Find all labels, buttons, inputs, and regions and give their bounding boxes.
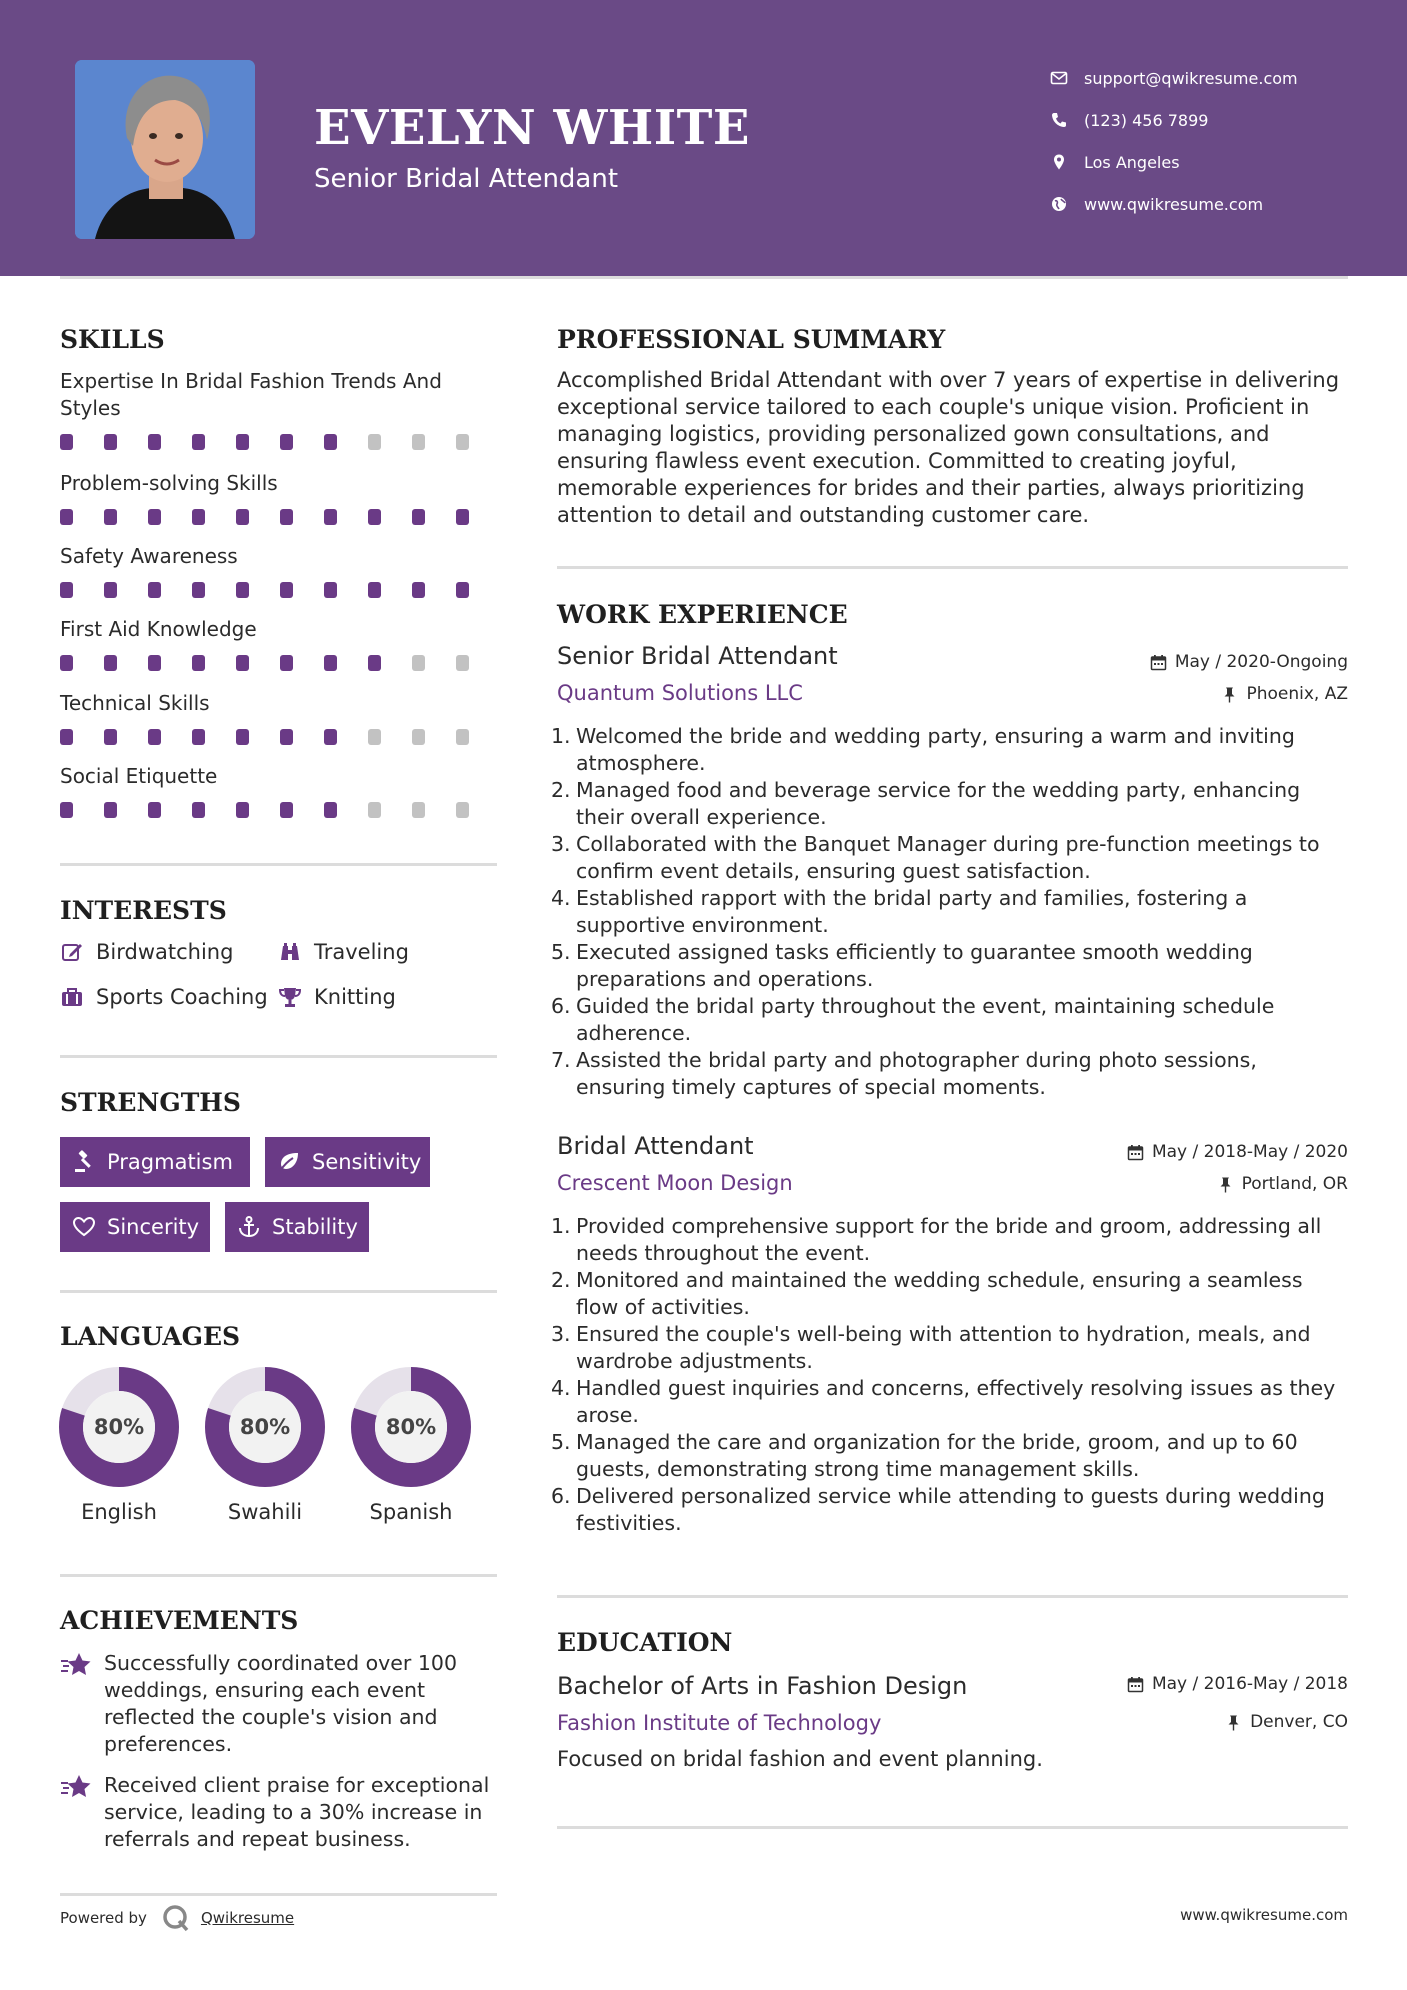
skill-dot-filled bbox=[104, 434, 117, 450]
skill-dot-filled bbox=[280, 802, 293, 818]
list-item: 7. Assisted the bridal party and photographer during photo sessions, ensuring timely captures of special moments. bbox=[551, 1048, 1257, 1099]
skills-heading: SKILLS bbox=[60, 325, 165, 354]
skill-dot-filled bbox=[60, 655, 73, 671]
pushpin-icon bbox=[1221, 686, 1238, 703]
job-dates bbox=[1150, 652, 1348, 672]
list-item: 2. Managed food and beverage service for the wedding party, enhancing their overall experience. bbox=[551, 778, 1301, 829]
skill-dot-filled bbox=[104, 729, 117, 745]
job-responsibilities-list bbox=[551, 1213, 1347, 1537]
section-divider bbox=[60, 1055, 497, 1058]
skill-dot-filled bbox=[148, 509, 161, 525]
strengths-heading: STRENGTHS bbox=[60, 1088, 241, 1117]
language-name: English bbox=[81, 1500, 157, 1524]
location-pin-icon bbox=[1050, 153, 1068, 171]
skill-dot-filled bbox=[60, 509, 73, 525]
skill-dot-empty bbox=[412, 802, 425, 818]
skill-dot-filled bbox=[280, 655, 293, 671]
skill-dot-filled bbox=[60, 729, 73, 745]
skill-dot-filled bbox=[368, 582, 381, 598]
skill-level-dots bbox=[60, 802, 500, 820]
contact-website[interactable] bbox=[1050, 183, 1350, 225]
pushpin-icon bbox=[1217, 1176, 1234, 1193]
section-divider bbox=[557, 566, 1348, 569]
strength-tag bbox=[60, 1202, 210, 1252]
skill-dot-filled bbox=[148, 729, 161, 745]
skill-dot-filled bbox=[412, 509, 425, 525]
skill-dot-empty bbox=[456, 655, 469, 671]
skill-dot-empty bbox=[368, 434, 381, 450]
star-icon bbox=[60, 1650, 92, 1680]
calendar-icon bbox=[1127, 1676, 1144, 1693]
calendar-icon bbox=[1127, 1144, 1144, 1161]
interest-label: Traveling bbox=[314, 940, 409, 964]
list-item: 4. Handled guest inquiries and concerns, effectively resolving issues as they arose. bbox=[551, 1376, 1336, 1427]
job-title: Senior Bridal Attendant bbox=[557, 642, 838, 670]
skill-dot-empty bbox=[412, 729, 425, 745]
job-dates-text: May / 2020-Ongoing bbox=[1174, 652, 1348, 672]
list-item: 4. Established rapport with the bridal party and families, fostering a supportive environment. bbox=[551, 886, 1248, 937]
education-location bbox=[1225, 1712, 1348, 1732]
gavel-icon bbox=[72, 1150, 96, 1174]
job-dates bbox=[1127, 1142, 1348, 1162]
contact-location-text: Los Angeles bbox=[1084, 152, 1180, 172]
skill-dot-filled bbox=[60, 582, 73, 598]
skill-name: Problem-solving Skills bbox=[60, 471, 278, 495]
skill-dot-filled bbox=[60, 434, 73, 450]
strength-label: Stability bbox=[272, 1215, 358, 1239]
interest-label: Knitting bbox=[314, 985, 396, 1009]
job-dates-text: May / 2018-May / 2020 bbox=[1151, 1142, 1348, 1162]
skill-item bbox=[60, 368, 500, 452]
skill-item bbox=[60, 616, 500, 673]
skill-level-dots bbox=[60, 434, 500, 452]
summary-heading: PROFESSIONAL SUMMARY bbox=[557, 325, 946, 354]
skill-dot-filled bbox=[456, 509, 469, 525]
skill-item bbox=[60, 763, 500, 820]
skill-dot-empty bbox=[368, 729, 381, 745]
job-location bbox=[1217, 1174, 1348, 1194]
envelope-icon bbox=[1050, 69, 1068, 87]
education-location-text: Denver, CO bbox=[1250, 1712, 1348, 1732]
strength-tag bbox=[265, 1137, 430, 1187]
company-name: Quantum Solutions LLC bbox=[557, 681, 803, 705]
profile-photo bbox=[75, 60, 255, 239]
anchor-icon bbox=[237, 1215, 261, 1239]
skill-dot-filled bbox=[192, 434, 205, 450]
skill-dot-empty bbox=[412, 655, 425, 671]
contact-location bbox=[1050, 141, 1350, 183]
job-location-text: Phoenix, AZ bbox=[1246, 684, 1348, 704]
achievement-item bbox=[60, 1650, 500, 1758]
interest-item bbox=[60, 940, 233, 964]
skill-item bbox=[60, 470, 500, 527]
contact-list bbox=[1050, 57, 1350, 225]
skill-dot-filled bbox=[324, 582, 337, 598]
edit-icon bbox=[60, 940, 84, 964]
interest-item bbox=[60, 985, 268, 1009]
skill-dot-filled bbox=[148, 582, 161, 598]
skill-dot-filled bbox=[104, 582, 117, 598]
job-location bbox=[1221, 684, 1348, 704]
trophy-icon bbox=[278, 985, 302, 1009]
language-percent: 80% bbox=[93, 1415, 145, 1439]
skill-dot-filled bbox=[192, 729, 205, 745]
leaf-icon bbox=[277, 1150, 301, 1174]
powered-by-label: Powered by bbox=[60, 1909, 147, 1927]
qwikresume-logo-icon bbox=[161, 1903, 191, 1933]
skill-dot-filled bbox=[192, 509, 205, 525]
education-dates bbox=[1127, 1674, 1348, 1694]
candidate-name: EVELYN WHITE bbox=[314, 100, 750, 156]
skill-dot-filled bbox=[324, 434, 337, 450]
skill-dot-filled bbox=[324, 802, 337, 818]
skill-dot-filled bbox=[104, 509, 117, 525]
languages-heading: LANGUAGES bbox=[60, 1322, 241, 1351]
skill-dot-filled bbox=[456, 582, 469, 598]
contact-phone-text: (123) 456 7899 bbox=[1084, 110, 1209, 130]
interest-item bbox=[278, 940, 409, 964]
heart-icon bbox=[72, 1215, 96, 1239]
interests-heading: INTERESTS bbox=[60, 896, 227, 925]
contact-email[interactable] bbox=[1050, 57, 1350, 99]
powered-by bbox=[60, 1903, 294, 1933]
skill-level-dots bbox=[60, 655, 500, 673]
language-percent: 80% bbox=[385, 1415, 437, 1439]
candidate-title: Senior Bridal Attendant bbox=[314, 164, 619, 194]
skill-dot-filled bbox=[192, 582, 205, 598]
footer-website-link[interactable]: www.qwikresume.com bbox=[1180, 1906, 1348, 1924]
skill-dot-filled bbox=[236, 655, 249, 671]
powered-by-brand-link[interactable]: Qwikresume bbox=[200, 1909, 295, 1927]
degree-title: Bachelor of Arts in Fashion Design bbox=[557, 1672, 968, 1700]
skill-dot-empty bbox=[456, 434, 469, 450]
skill-dot-filled bbox=[104, 655, 117, 671]
contact-phone[interactable] bbox=[1050, 99, 1350, 141]
skill-name: First Aid Knowledge bbox=[60, 617, 257, 641]
strength-tag bbox=[225, 1202, 369, 1252]
job-title: Bridal Attendant bbox=[557, 1132, 754, 1160]
interest-label: Sports Coaching bbox=[96, 985, 268, 1009]
binoculars-icon bbox=[278, 940, 302, 964]
skill-dot-filled bbox=[280, 582, 293, 598]
company-name: Crescent Moon Design bbox=[557, 1171, 793, 1195]
skill-dot-filled bbox=[236, 509, 249, 525]
pushpin-icon bbox=[1225, 1714, 1242, 1731]
language-item bbox=[350, 1366, 472, 1524]
list-item: 1. Provided comprehensive support for the bride and groom, addressing all needs throughout the event. bbox=[551, 1214, 1322, 1265]
contact-website-text: www.qwikresume.com bbox=[1084, 194, 1264, 214]
list-item: 6. Guided the bridal party throughout the event, maintaining schedule adherence. bbox=[551, 994, 1275, 1045]
skill-dot-filled bbox=[104, 802, 117, 818]
school-name: Fashion Institute of Technology bbox=[557, 1711, 882, 1735]
skill-dot-filled bbox=[236, 434, 249, 450]
interest-label: Birdwatching bbox=[96, 940, 234, 964]
section-divider bbox=[60, 863, 497, 866]
list-item: 3. Collaborated with the Banquet Manager during pre-function meetings to confirm event details, ensuring guest satisfaction. bbox=[551, 832, 1320, 883]
job-responsibilities-list bbox=[551, 723, 1347, 1101]
skill-dot-filled bbox=[280, 729, 293, 745]
list-item: 3. Ensured the couple's well-being with attention to hydration, meals, and wardrobe adjustments. bbox=[551, 1322, 1311, 1373]
work-experience-heading: WORK EXPERIENCE bbox=[557, 600, 848, 629]
skill-level-dots bbox=[60, 582, 500, 600]
skill-dot-filled bbox=[324, 655, 337, 671]
skill-dot-filled bbox=[60, 802, 73, 818]
section-divider bbox=[60, 1574, 497, 1577]
skill-name: Social Etiquette bbox=[60, 764, 218, 788]
language-name: Swahili bbox=[227, 1500, 303, 1524]
language-item bbox=[204, 1366, 326, 1524]
skill-dot-empty bbox=[456, 802, 469, 818]
contact-email-text: support@qwikresume.com bbox=[1084, 68, 1298, 88]
skill-dot-empty bbox=[456, 729, 469, 745]
skill-dot-filled bbox=[368, 655, 381, 671]
list-item: 1. Welcomed the bride and wedding party, ensuring a warm and inviting atmosphere. bbox=[551, 724, 1295, 775]
language-name: Spanish bbox=[369, 1500, 453, 1524]
star-icon bbox=[60, 1772, 92, 1802]
achievement-text: Successfully coordinated over 100 weddings, ensuring each event reflected the couple's vision and preferences. bbox=[104, 1651, 457, 1756]
section-divider bbox=[557, 1826, 1348, 1829]
education-heading: EDUCATION bbox=[557, 1628, 733, 1657]
section-divider bbox=[60, 1290, 497, 1293]
skill-dot-filled bbox=[280, 434, 293, 450]
skill-dot-filled bbox=[280, 509, 293, 525]
skill-dot-filled bbox=[368, 509, 381, 525]
language-item bbox=[58, 1366, 180, 1524]
achievement-text: Received client praise for exceptional service, leading to a 30% increase in referrals and repeat business. bbox=[104, 1773, 490, 1851]
calendar-icon bbox=[1150, 654, 1167, 671]
list-item: 2. Monitored and maintained the wedding schedule, ensuring a seamless flow of activities. bbox=[551, 1268, 1303, 1319]
achievements-heading: ACHIEVEMENTS bbox=[60, 1606, 299, 1635]
education-description: Focused on bridal fashion and event planning. bbox=[557, 1747, 1043, 1771]
skill-dot-filled bbox=[236, 802, 249, 818]
skill-dot-empty bbox=[412, 434, 425, 450]
language-percent: 80% bbox=[239, 1415, 291, 1439]
skill-level-dots bbox=[60, 509, 500, 527]
summary-text: Accomplished Bridal Attendant with over 7 years of expertise in delivering exceptional service tailored to each couple's unique vision. Proficient in managing logistics, providing personalized gown consultations, and ensuring flawless event execution. Committed to creating joyful, memorable experiences for brides and their parties, always prioritizing attention to detail and outstanding customer care. bbox=[557, 368, 1340, 527]
list-item: 5. Managed the care and organization for the bride, groom, and up to 60 guests, demonstrating strong time management skills. bbox=[551, 1430, 1298, 1481]
skill-item bbox=[60, 543, 500, 600]
skill-dot-filled bbox=[236, 729, 249, 745]
section-divider bbox=[60, 1893, 497, 1896]
list-item: 6. Delivered personalized service while attending to guests during wedding festivities. bbox=[551, 1484, 1325, 1535]
education-dates-text: May / 2016-May / 2018 bbox=[1151, 1674, 1348, 1694]
skill-item bbox=[60, 690, 500, 747]
skill-name: Technical Skills bbox=[60, 691, 210, 715]
strength-label: Sincerity bbox=[107, 1215, 200, 1239]
job-location-text: Portland, OR bbox=[1241, 1174, 1348, 1194]
strength-label: Sensitivity bbox=[312, 1150, 422, 1174]
skill-dot-filled bbox=[412, 582, 425, 598]
skill-dot-filled bbox=[324, 509, 337, 525]
skill-name: Expertise In Bridal Fashion Trends And Styles bbox=[60, 369, 442, 420]
strength-tag bbox=[60, 1137, 250, 1187]
briefcase-icon bbox=[60, 985, 84, 1009]
skill-dot-filled bbox=[236, 582, 249, 598]
skill-dot-filled bbox=[148, 655, 161, 671]
globe-icon bbox=[1050, 195, 1068, 213]
skill-dot-filled bbox=[192, 802, 205, 818]
achievement-item bbox=[60, 1772, 500, 1853]
skill-dot-filled bbox=[148, 434, 161, 450]
skill-dot-filled bbox=[192, 655, 205, 671]
skill-dot-empty bbox=[368, 802, 381, 818]
skill-level-dots bbox=[60, 729, 500, 747]
skill-dot-filled bbox=[148, 802, 161, 818]
interest-item bbox=[278, 985, 396, 1009]
skill-name: Safety Awareness bbox=[60, 544, 238, 568]
skill-dot-filled bbox=[324, 729, 337, 745]
section-divider bbox=[557, 1595, 1348, 1598]
list-item: 5. Executed assigned tasks efficiently to guarantee smooth wedding preparations and operations. bbox=[551, 940, 1253, 991]
strength-label: Pragmatism bbox=[107, 1150, 233, 1174]
header-divider bbox=[60, 276, 1348, 279]
phone-icon bbox=[1050, 111, 1068, 129]
